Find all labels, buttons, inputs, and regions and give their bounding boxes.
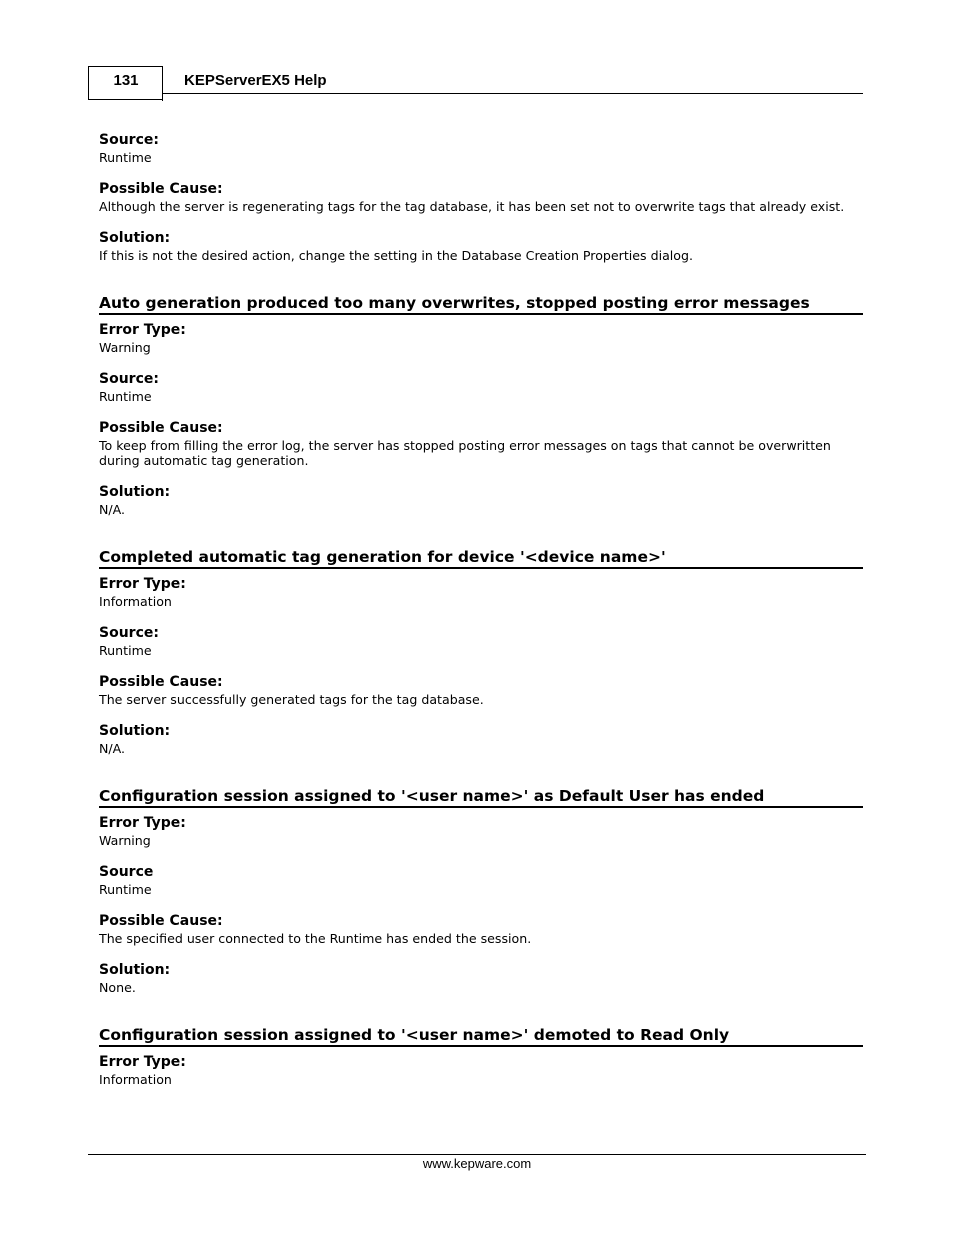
field-label: Possible Cause:: [99, 674, 223, 690]
field-value: Information: [99, 594, 172, 609]
field-error-type: [99, 1053, 863, 1087]
error-section: [99, 548, 863, 756]
section-title: Configuration session assigned to '<user name>' as Default User has ended: [99, 787, 863, 808]
field-possible-cause: [99, 912, 863, 946]
field-label: Solution:: [99, 723, 171, 739]
footer-divider: [88, 1154, 866, 1155]
field-error-type: [99, 814, 863, 848]
field-error-type: [99, 321, 863, 355]
field-label: Solution:: [99, 230, 171, 246]
field-value: To keep from filling the error log, the server has stopped posting error messages on tags that cannot be overwritten during automatic tag generation.: [99, 438, 831, 468]
field-solution: [99, 483, 863, 517]
document-title: KEPServerEX5 Help: [184, 72, 327, 89]
field-label: Error Type:: [99, 815, 186, 831]
field-value: Warning: [99, 340, 151, 355]
field-value: None.: [99, 980, 136, 995]
field-label: Source: [99, 864, 154, 880]
field-source: [99, 624, 863, 658]
section-title: Configuration session assigned to '<user name>' demoted to Read Only: [99, 1026, 863, 1047]
section-title: Auto generation produced too many overwrites, stopped posting error messages: [99, 294, 863, 315]
field-label: Possible Cause:: [99, 913, 223, 929]
field-source: [99, 863, 863, 897]
error-section: [99, 787, 863, 995]
field-solution: [99, 229, 863, 263]
field-error-type: [99, 575, 863, 609]
field-possible-cause: [99, 180, 863, 214]
field-solution: [99, 722, 863, 756]
field-value: Although the server is regenerating tags for the tag database, it has been set not to overwrite tags that already exist.: [99, 199, 845, 214]
field-label: Solution:: [99, 962, 171, 978]
field-label: Source:: [99, 371, 159, 387]
page-number: 131: [88, 66, 163, 100]
field-source: [99, 131, 863, 165]
field-label: Possible Cause:: [99, 181, 223, 197]
field-label: Source:: [99, 625, 159, 641]
error-section: [99, 1026, 863, 1087]
intro-block: [99, 131, 863, 263]
field-value: Warning: [99, 833, 151, 848]
field-label: Error Type:: [99, 322, 186, 338]
field-value: If this is not the desired action, change the setting in the Database Creation Properties dialog.: [99, 248, 693, 263]
field-possible-cause: [99, 673, 863, 707]
field-label: Source:: [99, 132, 159, 148]
field-label: Solution:: [99, 484, 171, 500]
section-title: Completed automatic tag generation for device '<device name>': [99, 548, 863, 569]
field-value: Information: [99, 1072, 172, 1087]
field-value: Runtime: [99, 643, 152, 658]
page-header: [88, 66, 863, 102]
field-possible-cause: [99, 419, 863, 468]
field-label: Error Type:: [99, 576, 186, 592]
field-value: Runtime: [99, 389, 152, 404]
error-section: [99, 294, 863, 517]
field-label: Error Type:: [99, 1054, 186, 1070]
field-value: Runtime: [99, 882, 152, 897]
field-value: N/A.: [99, 502, 126, 517]
field-value: N/A.: [99, 741, 126, 756]
field-solution: [99, 961, 863, 995]
field-value: The specified user connected to the Runtime has ended the session.: [99, 931, 532, 946]
field-value: Runtime: [99, 150, 152, 165]
footer-url: www.kepware.com: [422, 1156, 532, 1171]
field-label: Possible Cause:: [99, 420, 223, 436]
page-content: [99, 131, 863, 1102]
header-divider: [163, 93, 863, 94]
field-source: [99, 370, 863, 404]
field-value: The server successfully generated tags for the tag database.: [99, 692, 484, 707]
